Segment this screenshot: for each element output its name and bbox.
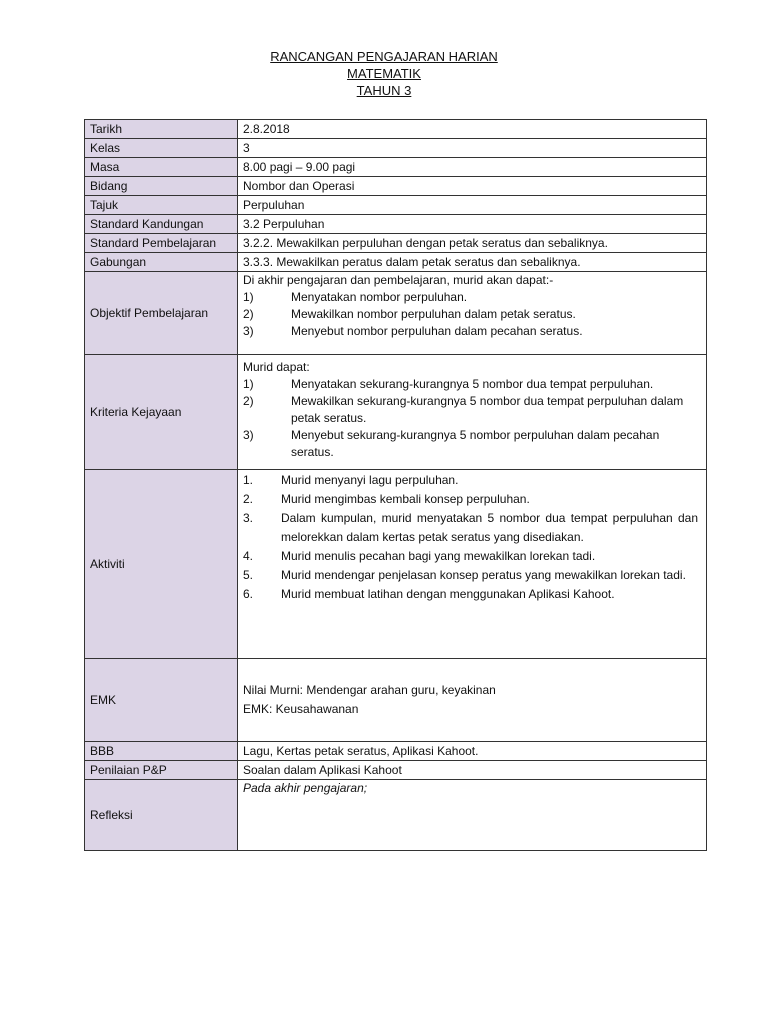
row-refleksi [85, 780, 707, 851]
list-item: 5. Murid mendengar penjelasan konsep peratus yang mewakilkan lorekan tadi. [243, 568, 686, 582]
value-aktiviti [238, 470, 707, 659]
list-item: 3. Dalam kumpulan, murid menyatakan 5 nombor dua tempat perpuluhan dan melorekkan dalam kertas petak seratus yang disediakan. [243, 511, 698, 544]
row-emk [85, 659, 707, 742]
aktiviti-list [243, 471, 698, 604]
value-tajuk: Perpuluhan [238, 196, 707, 215]
label-aktiviti: Aktiviti [85, 470, 238, 659]
document-subject: MATEMATIK [347, 66, 421, 81]
value-bbb: Lagu, Kertas petak seratus, Aplikasi Kahoot. [238, 742, 707, 761]
row-tarikh [85, 120, 707, 139]
row-objektif [85, 272, 707, 355]
label-refleksi: Refleksi [85, 780, 238, 851]
list-item: 3) Menyebut sekurang-kurangnya 5 nombor perpuluhan dalam pecahan seratus. [243, 428, 660, 459]
objektif-intro: Di akhir pengajaran dan pembelajaran, murid akan dapat:- [243, 273, 554, 287]
label-standard-pembelajaran: Standard Pembelajaran [85, 234, 238, 253]
label-standard-kandungan: Standard Kandungan [85, 215, 238, 234]
document-title: RANCANGAN PENGAJARAN HARIAN [270, 49, 498, 64]
row-bbb [85, 742, 707, 761]
row-masa [85, 158, 707, 177]
value-gabungan: 3.3.3. Mewakilkan peratus dalam petak seratus dan sebaliknya. [238, 253, 707, 272]
label-gabungan: Gabungan [85, 253, 238, 272]
row-gabungan [85, 253, 707, 272]
value-bidang: Nombor dan Operasi [238, 177, 707, 196]
row-kelas [85, 139, 707, 158]
list-item: 2) Mewakilkan sekurang-kurangnya 5 nombor dua tempat perpuluhan dalam petak seratus. [243, 394, 684, 425]
value-emk [238, 659, 707, 742]
row-penilaian [85, 761, 707, 780]
label-kriteria: Kriteria Kejayaan [85, 355, 238, 470]
label-bbb: BBB [85, 742, 238, 761]
label-kelas: Kelas [85, 139, 238, 158]
row-bidang [85, 177, 707, 196]
emk-line-1: Nilai Murni: Mendengar arahan guru, keyakinan [243, 683, 496, 697]
list-item: 4. Murid menulis pecahan bagi yang mewakilkan lorekan tadi. [243, 549, 596, 563]
emk-line-2: EMK: Keusahawanan [243, 702, 359, 716]
list-item: 6. Murid membuat latihan dengan menggunakan Aplikasi Kahoot. [243, 587, 615, 601]
value-kriteria [238, 355, 707, 470]
value-penilaian: Soalan dalam Aplikasi Kahoot [238, 761, 707, 780]
list-item: 2) Mewakilkan nombor perpuluhan dalam petak seratus. [243, 307, 576, 321]
value-refleksi: Pada akhir pengajaran; [238, 780, 707, 851]
value-tarikh: 2.8.2018 [238, 120, 707, 139]
document-header [0, 48, 768, 99]
row-aktiviti [85, 470, 707, 659]
list-item: 1) Menyatakan nombor perpuluhan. [243, 290, 468, 304]
value-masa: 8.00 pagi – 9.00 pagi [238, 158, 707, 177]
label-penilaian: Penilaian P&P [85, 761, 238, 780]
label-tarikh: Tarikh [85, 120, 238, 139]
label-bidang: Bidang [85, 177, 238, 196]
objektif-list [243, 289, 701, 340]
label-masa: Masa [85, 158, 238, 177]
row-kriteria [85, 355, 707, 470]
list-item: 1) Menyatakan sekurang-kurangnya 5 nombor dua tempat perpuluhan. [243, 377, 654, 391]
label-objektif: Objektif Pembelajaran [85, 272, 238, 355]
list-item: 3) Menyebut nombor perpuluhan dalam pecahan seratus. [243, 324, 583, 338]
value-objektif [238, 272, 707, 355]
lesson-plan-table [84, 119, 707, 851]
label-tajuk: Tajuk [85, 196, 238, 215]
row-standard-pembelajaran [85, 234, 707, 253]
document-year: TAHUN 3 [356, 83, 412, 98]
value-kelas: 3 [238, 139, 707, 158]
list-item: 1. Murid menyanyi lagu perpuluhan. [243, 473, 459, 487]
row-tajuk [85, 196, 707, 215]
value-standard-kandungan: 3.2 Perpuluhan [238, 215, 707, 234]
kriteria-intro: Murid dapat: [243, 360, 310, 374]
list-item: 2. Murid mengimbas kembali konsep perpuluhan. [243, 492, 530, 506]
row-standard-kandungan [85, 215, 707, 234]
kriteria-list [243, 376, 701, 461]
value-standard-pembelajaran: 3.2.2. Mewakilkan perpuluhan dengan petak seratus dan sebaliknya. [238, 234, 707, 253]
label-emk: EMK [85, 659, 238, 742]
